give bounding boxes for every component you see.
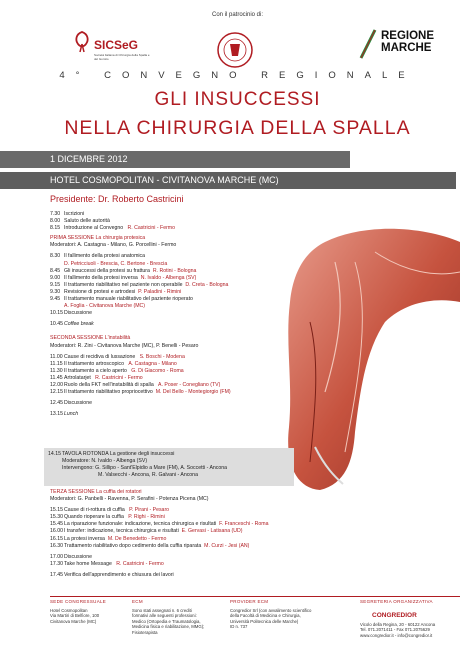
- footer-ecm: ECM Sono stati assegnati n. 6 crediti formativi alle seguenti professioni: Medico (Ortopedia e Traumatologia, Medicina fisica e riabilitazione, MMG); Fisioterapista: [132, 599, 205, 635]
- program-row: 10.15 Discussione: [50, 310, 92, 317]
- program-row: 15.30 Quando rioperare la cuffia P. Righi - Rimini: [50, 514, 165, 521]
- program-row: 12.45 Discussione: [50, 400, 92, 407]
- session-3-moderators: Moderatori: G. Panbelli - Ravenna, P. Serafini - Potenza Picena (MC): [50, 496, 209, 503]
- round-table-moderator: Moderatore: N. Ivaldo - Albenga (SV): [62, 458, 148, 464]
- program-row: 17.00 Discussione: [50, 553, 92, 560]
- regione-marche-emblem-icon: [357, 28, 379, 62]
- program-row: D. Petricciuoli - Brescia, C. Bertone - Brescia: [64, 260, 168, 267]
- sicseg-logo: [72, 28, 152, 62]
- program-part-2: [50, 489, 350, 579]
- convegno-label: 4° CONVEGNO REGIONALE: [59, 70, 416, 81]
- program-row: 11.45 Artrolatarjet R. Castricini - Fermo: [50, 374, 143, 381]
- round-table-participants-1: Intervengono: G. Sillipo - Sant'Elpidio a Mare (FM), A. Soccetti - Ancona: [62, 465, 228, 471]
- footer-secretariat: SEGRETERIA ORGANIZZATIVA Vicolo della Regina, 20 - 60122 Ancona Tel. 071.2071411 - Fax 071.2075629 www.congredior.it - info@congredior.it: [360, 599, 436, 638]
- program-row: A. Foglia - Civitanova Marche (MC): [64, 303, 146, 310]
- sicseg-logo-text: SICSeG: [94, 38, 139, 52]
- title-line1: GLI INSUCCESSI: [154, 89, 321, 110]
- round-table-time: 14.15: [48, 451, 61, 457]
- coffee-break-row: 10.45 Coffee break: [50, 321, 94, 328]
- title-line2: NELLA CHIRURGIA DELLA SPALLA: [64, 117, 411, 139]
- program-row: 17.45 Verifica dell'apprendimento e chiusura dei lavori: [50, 571, 174, 578]
- session-2-title: SECONDA SESSIONE L'instabilità: [50, 335, 131, 342]
- congredior-logo: CONGREDIOR: [372, 612, 417, 619]
- program-row: 8.30 Il fallimento della protesi anatomica: [50, 253, 146, 260]
- session-1-moderators: Moderatori: A. Castagna - Milano, G. Porcellini - Fermo: [50, 242, 177, 249]
- footer: [50, 596, 460, 656]
- program-row: 9.30 Revisione di protesi e artrodesi P. Paladini - Rimini: [50, 288, 182, 295]
- program-row: 16.15 La protesi inversa M. De Benedetto - Fermo: [50, 535, 167, 542]
- program-row: 12.15 Il trattamento riabilitativo propriocettivo M. Del Bello - Montegiorgio (FM): [50, 389, 231, 396]
- session-1-title: PRIMA SESSIONE La chirurgia protesica: [50, 235, 146, 242]
- program-row: 15.45 La riparazione funzionale: indicazione, tecnica chirurgica e risultati F. Franceschi - Roma: [50, 521, 269, 528]
- program-row: 12.00 Ruolo della FKT nell'instabilità di spalla A. Poser - Conegliano (TV): [50, 381, 221, 388]
- program-row: 11.30 Il trattamento a cielo aperto G. Di Giacomo - Roma: [50, 367, 184, 374]
- footer-provider: PROVIDER ECM Congredior Srl (con avvalimento scientifico della Facoltà di Medicina e Chirurgia, Università Politecnica delle Marche) ID n. 737: [230, 599, 312, 630]
- program-row: 17.30 Take home Message R. Castricini - Fermo: [50, 560, 164, 567]
- society-seal-logo: [210, 30, 260, 70]
- round-table-participants-2: M. Valsecchi - Ancona, R. Galvani - Ancona: [98, 472, 198, 478]
- date-bar: 1 DICEMBRE 2012: [0, 151, 350, 168]
- regione-line1: REGIONE: [381, 30, 435, 42]
- president-label: Presidente: Dr. Roberto Castricini: [50, 194, 184, 204]
- program-row: 15.15 Cause di ri-rottura di cuffia P. Pirani - Pesaro: [50, 507, 170, 514]
- program-row: 9.45 Il trattamento manuale riabilitativo del paziente rioperato: [50, 296, 193, 303]
- program-row: 8.00 Saluto delle autorità: [50, 218, 110, 225]
- footer-venue: SEDE CONGRESSUALE Hotel Cosmopolitan Via Martiri di Belfiore, 100 Civitanova Marche (MC): [50, 599, 107, 624]
- lunch-row: 13.15 Lunch: [50, 411, 79, 418]
- program-part-1: [50, 211, 350, 418]
- round-table-box: [44, 448, 294, 486]
- program-row: 8.15 Introduzione al Convegno R. Castricini - Fermo: [50, 225, 176, 232]
- sicseg-emblem-icon: [72, 30, 92, 54]
- program-row: 16.30 Trattamento riabilitativo dopo cedimento della cuffia riparata M. Curzi - Jesi (AN): [50, 542, 250, 549]
- regione-line2: MARCHE: [381, 42, 432, 54]
- sicseg-logo-subtext: Società Italiana di Chirurgia della Spalla e del Gomito: [94, 53, 150, 61]
- round-table-title: TAVOLA ROTONDA La gestione degli insuccessi: [62, 451, 175, 457]
- program-row: 8.45 Gli insuccessi della protesi su frattura R. Rotini - Bologna: [50, 267, 197, 274]
- regione-marche-logo: [357, 28, 457, 62]
- session-2-moderators: Moderatori: R. Zini - Civitanova Marche (MC), P. Benelli - Pesaro: [50, 342, 199, 349]
- session-3-title: TERZA SESSIONE La cuffia dei rotatori: [50, 489, 142, 495]
- program-row: 9.00 Il fallimento della protesi inversa N. Ivaldo - Albenga (SV): [50, 274, 197, 281]
- program-row: 9.15 Il trattamento riabilitativo nel paziente non operabile D. Creta - Bologna: [50, 281, 229, 288]
- program-row: 7.30 Iscrizioni: [50, 211, 85, 217]
- patronage-label: Con il patrocinio di:: [211, 12, 264, 18]
- seal-icon: [210, 30, 260, 70]
- program-row: 16.00 I transfer: indicazione, tecnica chirurgica e risultati E. Gervasi - Latisana (UD): [50, 528, 243, 535]
- program-row: 11.15 Il trattamento artroscopico A. Castagna - Milano: [50, 360, 177, 367]
- venue-bar: HOTEL COSMOPOLITAN - CIVITANOVA MARCHE (MC): [0, 172, 456, 189]
- program-row: 11.00 Cause di recidiva di lussazione S. Boschi - Modena: [50, 353, 185, 360]
